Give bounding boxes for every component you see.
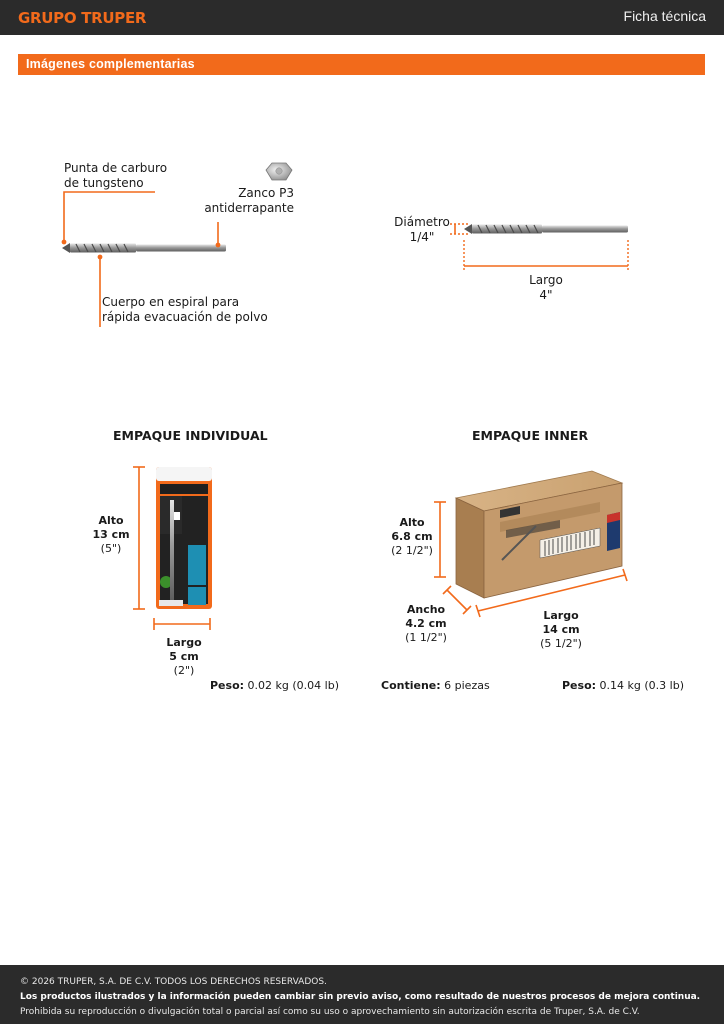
- individual-weight: [210, 679, 339, 692]
- callout-carbide-tip-line1: Punta de carburo: [64, 161, 168, 175]
- inner-contents-label: Contiene:: [381, 679, 441, 692]
- individual-length-dimension: [160, 636, 208, 678]
- individual-weight-value: 0.02 kg (0.04 lb): [247, 679, 339, 692]
- inner-weight-value: 0.14 kg (0.3 lb): [599, 679, 684, 692]
- callout-hex-shank-line2: antiderrapante: [204, 201, 294, 215]
- inner-height-inches: (2 1/2"): [391, 544, 433, 557]
- footer-legal: Prohibida su reproducción o divulgación total o parcial así como su uso o aprovechamiento sin autorización escrita de Truper, S.A. de C.V.: [20, 1007, 640, 1017]
- individual-length-value: 5 cm: [169, 650, 199, 663]
- length-label: Largo: [529, 273, 563, 287]
- inner-length-dimension: [536, 609, 586, 651]
- inner-length-inches: (5 1/2"): [540, 637, 582, 650]
- section-title: Imágenes complementarias: [26, 57, 195, 71]
- callout-length: [516, 273, 576, 303]
- inner-contents: [381, 679, 490, 692]
- brand-logo: GRUPO TRUPER: [18, 9, 147, 27]
- callout-carbide-tip-line2: de tungsteno: [64, 176, 144, 190]
- diameter-label: Diámetro: [394, 215, 450, 229]
- inner-weight-label: Peso:: [562, 679, 597, 692]
- inner-width-label: Ancho: [406, 603, 446, 616]
- individual-height-dimension: [88, 514, 134, 556]
- callout-carbide-tip: [64, 161, 167, 191]
- callout-diameter: [392, 215, 452, 245]
- inner-height-dimension: [388, 516, 436, 558]
- individual-length-inches: (2"): [173, 664, 195, 677]
- inner-width-inches: (1 1/2"): [405, 631, 447, 644]
- individual-height-label: Alto: [98, 514, 124, 527]
- callout-hex-shank-line1: Zanco P3: [238, 186, 294, 200]
- diameter-value: 1/4": [409, 230, 435, 244]
- callout-spiral-body-line2: rápida evacuación de polvo: [102, 310, 268, 324]
- inner-length-label: Largo: [543, 609, 579, 622]
- individual-height-value: 13 cm: [92, 528, 130, 541]
- callout-spiral-body-line1: Cuerpo en espiral para: [102, 295, 240, 309]
- callout-spiral-body: [102, 295, 268, 325]
- box-side-face: [456, 498, 484, 598]
- inner-length-value: 14 cm: [542, 623, 580, 636]
- inner-pack-title: EMPAQUE INNER: [472, 428, 589, 443]
- drill-bit-dimensions-image: [450, 224, 628, 270]
- inner-height-value: 6.8 cm: [391, 530, 433, 543]
- individual-height-inches: (5"): [100, 542, 122, 555]
- individual-length-label: Largo: [166, 636, 202, 649]
- inner-weight: [562, 679, 684, 692]
- document-type-label: Ficha técnica: [623, 8, 706, 24]
- individual-weight-label: Peso:: [210, 679, 245, 692]
- inner-contents-value: 6 piezas: [444, 679, 490, 692]
- drill-tip-carbide: [62, 243, 70, 253]
- footer-copyright: © 2026 TRUPER, S.A. DE C.V. TODOS LOS DERECHOS RESERVADOS.: [20, 977, 327, 987]
- inner-width-dimension: [402, 603, 450, 645]
- inner-height-label: Alto: [399, 516, 425, 529]
- footer-bar: [0, 965, 724, 1024]
- drill-shank: [136, 245, 226, 252]
- inner-width-value: 4.2 cm: [405, 617, 447, 630]
- individual-pack-title: EMPAQUE INDIVIDUAL: [113, 428, 268, 443]
- individual-package-image: [133, 467, 212, 630]
- footer-notice: Los productos ilustrados y la información pueden cambiar sin previo aviso, como resultado de nuestros procesos de mejora continua.: [20, 992, 701, 1002]
- callout-hex-shank: [190, 186, 294, 216]
- inner-box-image: [434, 471, 627, 617]
- length-value: 4": [539, 288, 553, 302]
